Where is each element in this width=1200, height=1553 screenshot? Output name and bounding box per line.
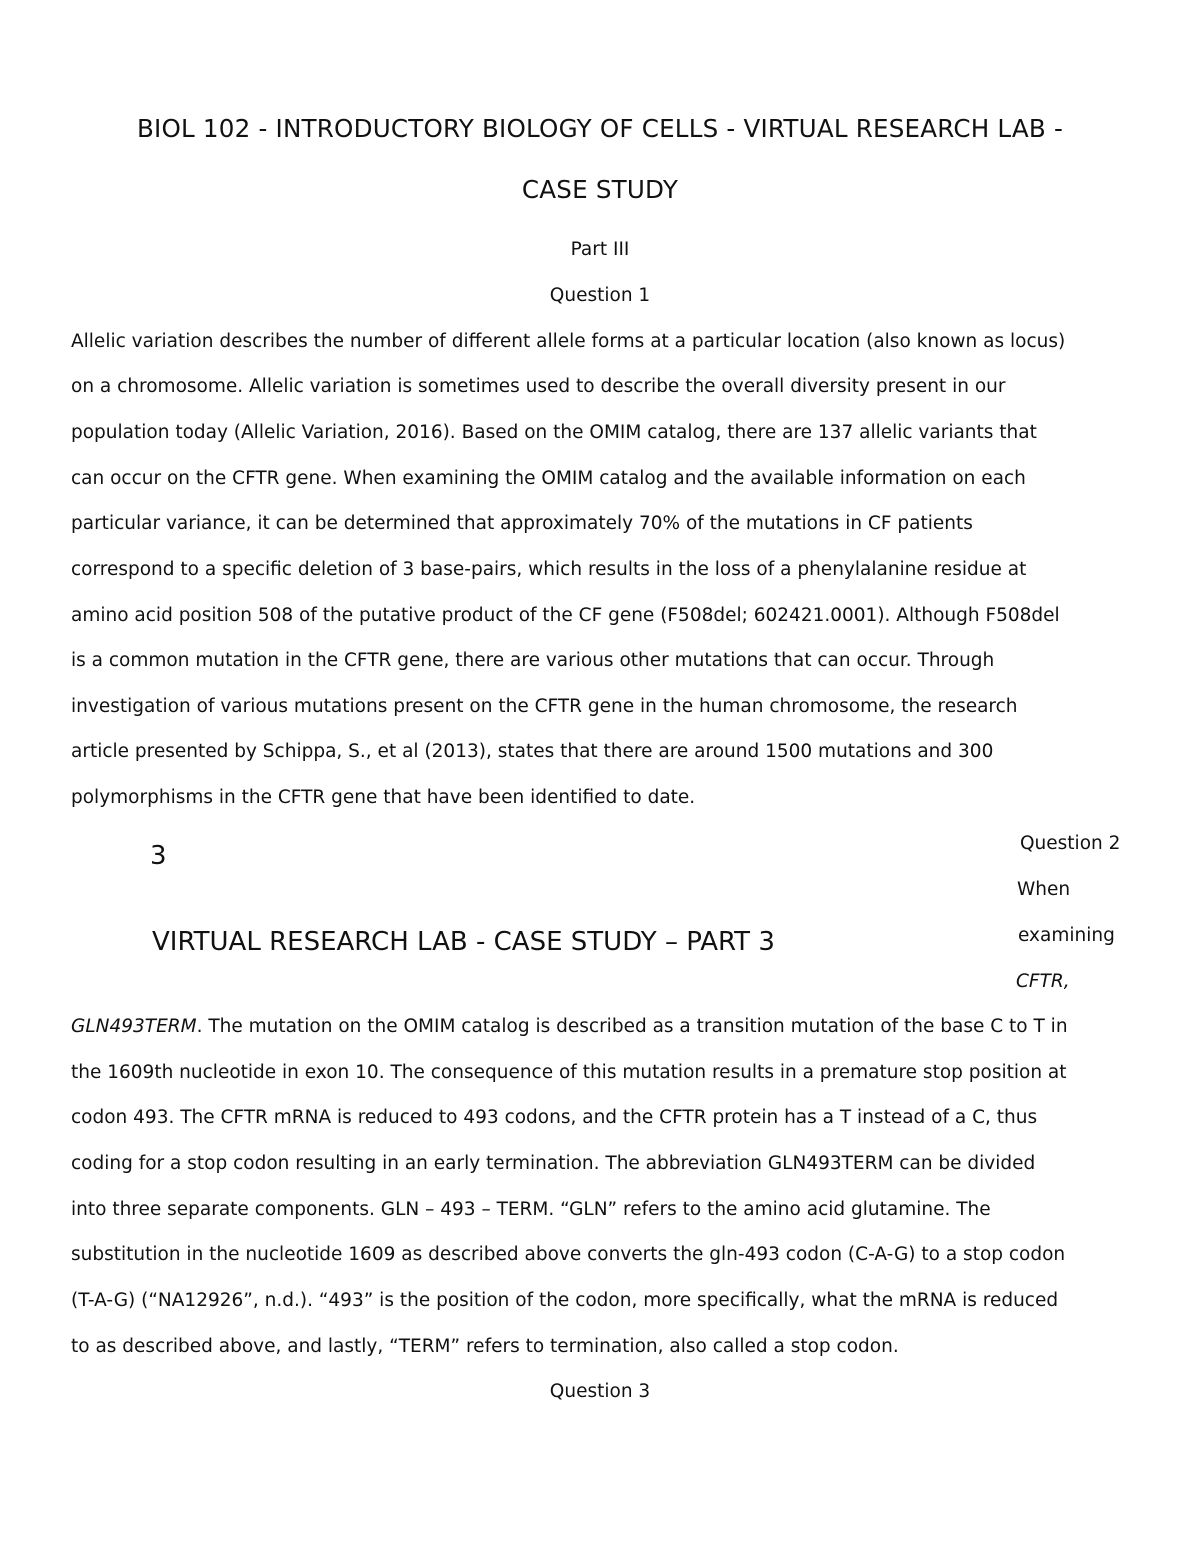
paragraph-line: correspond to a specific deletion of 3 base-pairs, which results in the loss of a phenylalanine residue at: [71, 559, 1027, 580]
document-title-line-1: BIOL 102 - INTRODUCTORY BIOLOGY OF CELLS - VIRTUAL RESEARCH LAB -: [136, 114, 1064, 143]
paragraph-line: substitution in the nucleotide 1609 as described above converts the gln-493 codon (C-A-G) to a stop codon: [71, 1244, 1066, 1265]
paragraph-line: is a common mutation in the CFTR gene, there are various other mutations that can occur. Through: [71, 650, 995, 671]
paragraph-text: . The mutation on the OMIM catalog is described as a transition mutation of the base C to T in: [196, 1016, 1068, 1037]
mutation-name: GLN493TERM: [71, 1016, 197, 1037]
paragraph-line: to as described above, and lastly, “TERM” refers to termination, also called a stop codon.: [71, 1336, 899, 1357]
question-2-side-word: examining: [1018, 925, 1115, 946]
paragraph-line: into three separate components. GLN – 493 – TERM. “GLN” refers to the amino acid glutamine. The: [71, 1199, 991, 1220]
question-3-heading: Question 3: [549, 1381, 651, 1402]
question-2-side-word: CFTR,: [1016, 971, 1070, 992]
paragraph-line: article presented by Schippa, S., et al (2013), states that there are around 1500 mutations and 300: [71, 741, 994, 762]
paragraph-line: can occur on the CFTR gene. When examining the OMIM catalog and the available information on each: [71, 468, 1026, 489]
question-1-heading: Question 1: [549, 285, 651, 306]
paragraph-line: codon 493. The CFTR mRNA is reduced to 493 codons, and the CFTR protein has a T instead of a C, thus: [71, 1107, 1038, 1128]
document-title-line-2: CASE STUDY: [521, 175, 679, 204]
paragraph-line: investigation of various mutations present on the CFTR gene in the human chromosome, the research: [71, 696, 1018, 717]
paragraph-line: [71, 1016, 1068, 1037]
part-heading: Part III: [570, 239, 630, 260]
paragraph-line: on a chromosome. Allelic variation is sometimes used to describe the overall diversity present in our: [71, 376, 1006, 397]
paragraph-line: the 1609th nucleotide in exon 10. The consequence of this mutation results in a premature stop position at: [71, 1062, 1067, 1083]
question-2-side-word: When: [1017, 879, 1071, 900]
paragraph-line: (T-A-G) (“NA12926”, n.d.). “493” is the position of the codon, more specifically, what the mRNA is reduced: [71, 1290, 1059, 1311]
paragraph-line: coding for a stop codon resulting in an early termination. The abbreviation GLN493TERM can be divided: [71, 1153, 1036, 1174]
paragraph-line: population today (Allelic Variation, 2016). Based on the OMIM catalog, there are 137 allelic variants that: [71, 422, 1037, 443]
paragraph-line: amino acid position 508 of the putative product of the CF gene (F508del; 602421.0001). Although F508del: [71, 605, 1060, 626]
page-number: 3: [150, 841, 167, 871]
running-title: VIRTUAL RESEARCH LAB - CASE STUDY – PART 3: [152, 927, 775, 957]
paragraph-line: particular variance, it can be determined that approximately 70% of the mutations in CF patients: [71, 513, 973, 534]
paragraph-line: Allelic variation describes the number of different allele forms at a particular location (also known as locus): [71, 331, 1066, 352]
paragraph-line: polymorphisms in the CFTR gene that have been identified to date.: [71, 787, 696, 808]
question-2-heading: Question 2: [1020, 833, 1121, 854]
